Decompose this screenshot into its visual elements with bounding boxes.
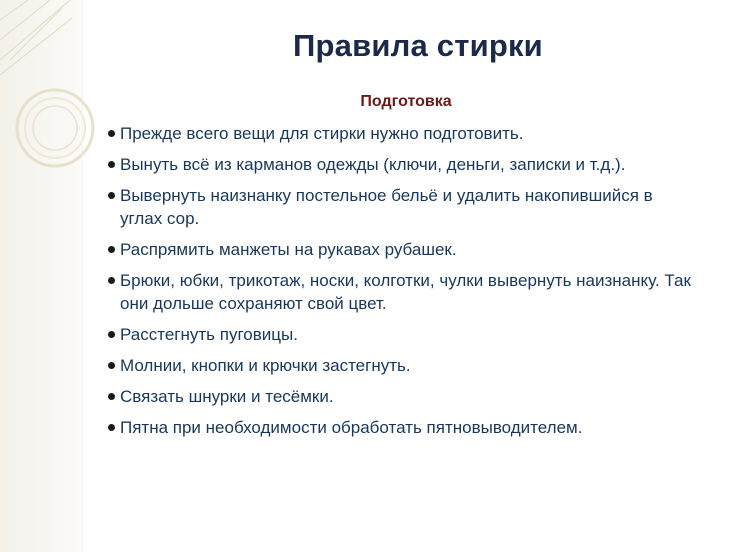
list-item-text: Вывернуть наизнанку постельное бельё и удалить накопившийся в углах сор. xyxy=(120,186,653,228)
list-item xyxy=(108,323,698,346)
list-item xyxy=(108,269,698,315)
list-item xyxy=(108,238,698,261)
list-item xyxy=(108,354,698,377)
list-item xyxy=(108,122,698,145)
rules-list xyxy=(108,122,698,447)
section-subtitle: Подготовка xyxy=(360,93,452,110)
bullet-icon xyxy=(108,424,115,431)
bullet-icon xyxy=(108,277,115,284)
bullet-icon xyxy=(108,331,115,338)
list-item xyxy=(108,385,698,408)
decorative-ornament xyxy=(0,0,110,552)
list-item-text: Распрямить манжеты на рукавах рубашек. xyxy=(120,240,457,259)
list-item xyxy=(108,153,698,176)
bullet-icon xyxy=(108,362,115,369)
list-item xyxy=(108,184,698,230)
bullet-icon xyxy=(108,161,115,168)
list-item-text: Молнии, кнопки и крючки застегнуть. xyxy=(120,356,411,375)
slide-title: Правила стирки xyxy=(293,28,543,63)
bullet-icon xyxy=(108,192,115,199)
list-item-text: Вынуть всё из карманов одежды (ключи, деньги, записки и т.д.). xyxy=(120,155,626,174)
bullet-icon xyxy=(108,130,115,137)
list-item-text: Пятна при необходимости обработать пятновыводителем. xyxy=(120,418,583,437)
bullet-icon xyxy=(108,246,115,253)
list-item-text: Связать шнурки и тесёмки. xyxy=(120,387,334,406)
list-item-text: Прежде всего вещи для стирки нужно подготовить. xyxy=(120,124,524,143)
list-item-text: Расстегнуть пуговицы. xyxy=(120,325,298,344)
list-item xyxy=(108,416,698,439)
list-item-text: Брюки, юбки, трикотаж, носки, колготки, чулки вывернуть наизнанку. Так они дольше сохраняют свой цвет. xyxy=(120,271,691,313)
bullet-icon xyxy=(108,393,115,400)
